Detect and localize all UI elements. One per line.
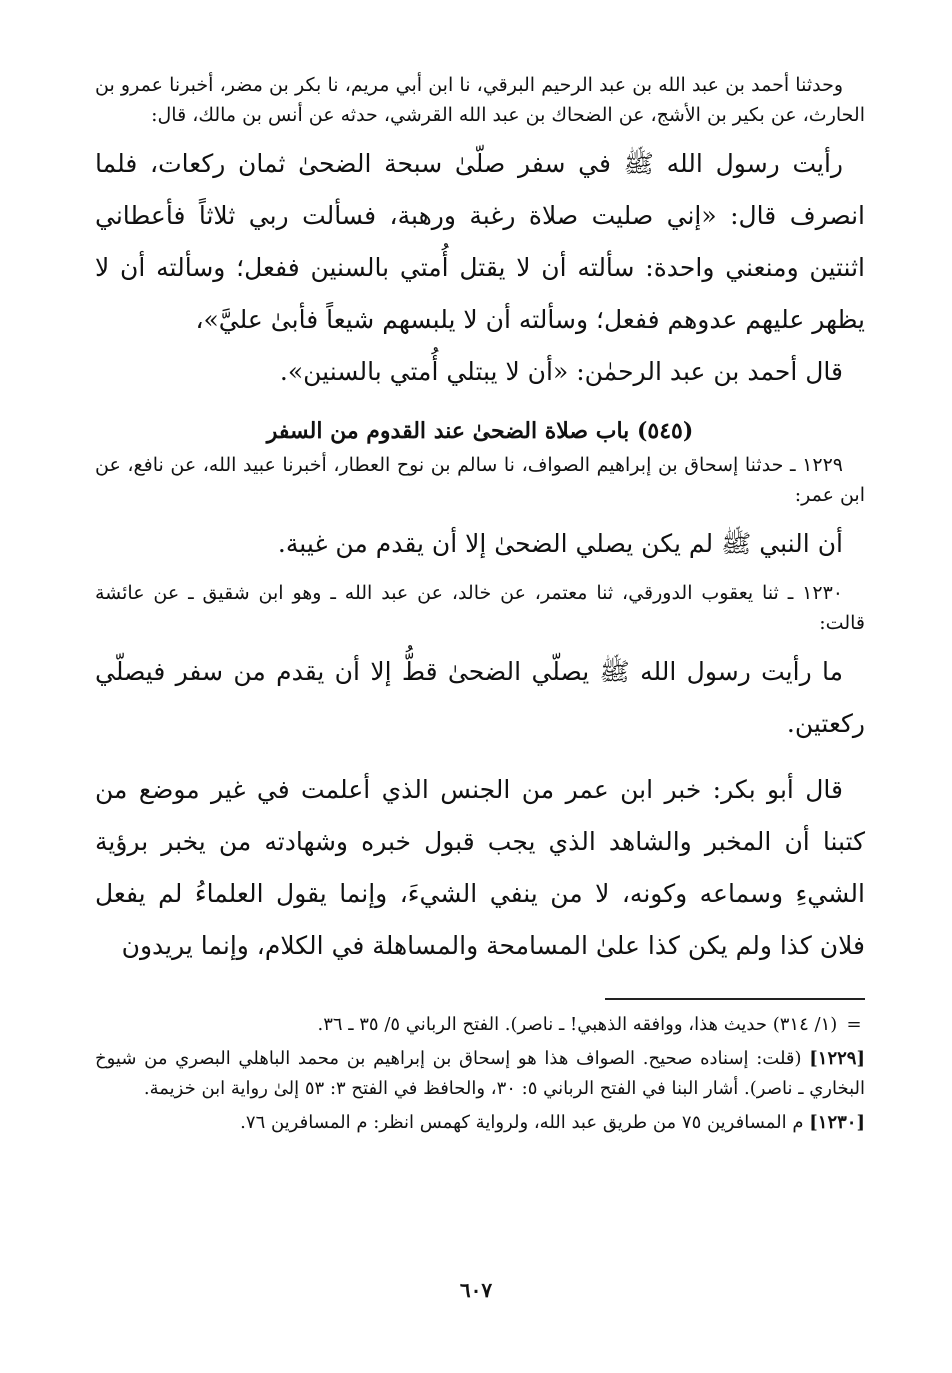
footnote-divider [605,998,865,1000]
page-number: ٦٠٧ [459,1278,493,1302]
narrator-note: قال أحمد بن عبد الرحمٰن: «أن لا يبتلي أُمتي بالسنين». [279,357,843,386]
footnote-text: (قلت: إسناده صحيح. الصواف هذا هو إسحاق بن إبراهيم بن محمد الباهلي البصري من شيوخ البخاري ـ ناصر). أشار البنا في الفتح الرباني ٥: ٣٠، والحافظ في الفتح ٣: ٥٣ إلىٰ رواية ابن خزيمة. [95,1048,865,1099]
page-body [95,70,865,1330]
footnote-text: م المسافرين ٧٥ من طريق عبد الله، ولرواية كهمس انظر: م المسافرين ٧٦. [240,1112,804,1133]
footnote-mark: [١٢٢٩] [809,1048,865,1069]
footnote-mark: [١٢٣٠] [809,1112,865,1133]
chapter-heading: (٥٤٥) باب صلاة الضحىٰ عند القدوم من السفر [266,418,694,444]
hadith-1230-isnad: ١٢٣٠ ـ ثنا يعقوب الدورقي، ثنا معتمر، عن خالد، عن عبد الله ـ وهو ابن شقيق ـ عن عائشة قالت: [95,582,865,634]
footnote-mark: = [846,1014,862,1035]
hadith-1229-matn: أن النبي ﷺ لم يكن يصلي الضحىٰ إلا أن يقدم من غيبة. [277,529,843,558]
hadith-1230-matn: ما رأيت رسول الله ﷺ يصلّي الضحىٰ قطُّ إلا أن يقدم من سفر فيصلّي ركعتين. [95,657,865,738]
hadith-1229-isnad: ١٢٢٩ ـ حدثنا إسحاق بن إبراهيم الصواف، نا سالم بن نوح العطار، أخبرنا عبيد الله، عن نافع، عن ابن عمر: [95,454,865,506]
isnad-paragraph-1: وحدثنا أحمد بن عبد الله بن عبد الرحيم البرقي، نا ابن أبي مريم، نا بكر بن مضر، أخبرنا عمرو بن الحارث، عن بكير بن الأشج، عن الضحاك بن عبد الله القرشي، حدثه عن أنس بن مالك، قال: [95,74,865,126]
matn-paragraph-1: رأيت رسول الله ﷺ في سفر صلّىٰ سبحة الضحىٰ ثمان ركعات، فلما انصرف قال: «إني صليت صلاة رغبة ورهبة، فسألت ربي ثلاثاً فأعطاني اثنتين ومنعني واحدة: سألته أن لا يقتل أُمتي بالسنين ففعل؛ وسألته أن لا يظهر عليهم عدوهم ففعل؛ وسألته أن لا يلبسهم شيعاً فأبىٰ عليَّ»، [95,149,865,334]
footnote-1230 [95,1108,865,1138]
footnote-text: (١/ ٣١٤) حديث هذا، ووافقه الذهبي! ـ ناصر). الفتح الرباني ٥/ ٣٥ ـ ٣٦. [317,1014,838,1035]
footnote-continued [95,1010,865,1040]
commentary-paragraph: قال أبو بكر: خبر ابن عمر من الجنس الذي أعلمت في غير موضع من كتبنا أن المخبر والشاهد الذي يجب قبول خبره وشهادته من يخبر برؤية الشيءِ وسماعه وكونه، لا من ينفي الشيءَ، وإنما يقول العلماءُ لم يفعل فلان كذا ولم يكن كذا علىٰ المسامحة والمساهلة في الكلام، وإنما يريدون [95,775,865,960]
footnote-1229 [95,1044,865,1104]
